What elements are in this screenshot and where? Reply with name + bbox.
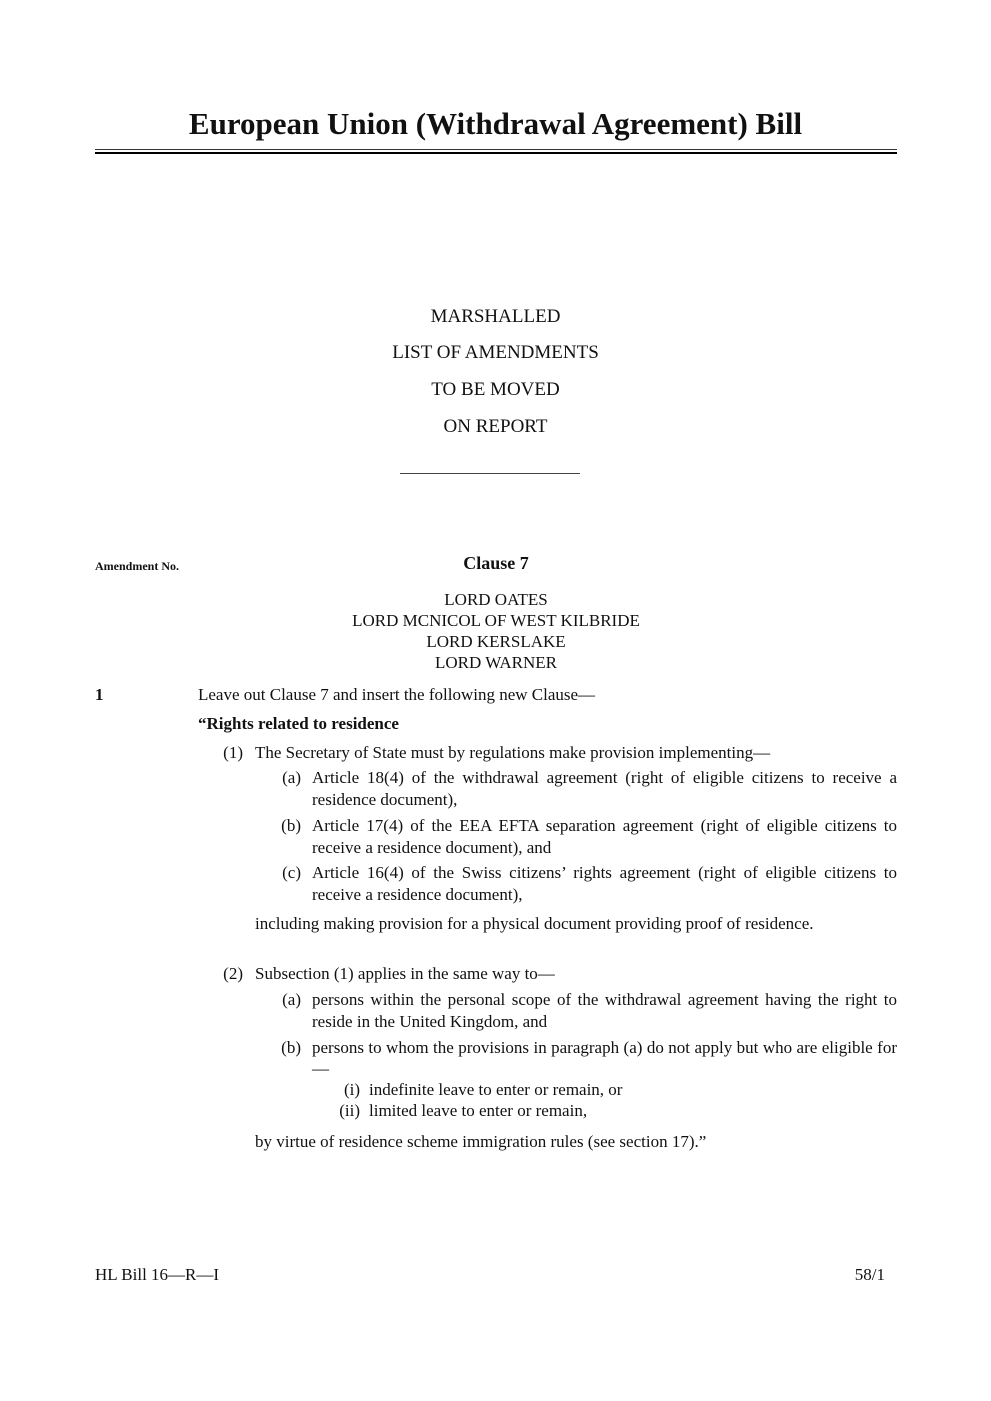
paragraph-label: (b) [281,1038,301,1057]
footer-bill-reference: HL Bill 16—R—I [95,1265,220,1284]
clause-heading: Clause 7 [463,553,529,573]
title-rule-thin [95,149,897,150]
sponsor: LORD MCNICOL OF WEST KILBRIDE [352,611,640,630]
sponsor: LORD OATES [444,590,548,609]
amendment-no-label: Amendment No. [95,559,179,573]
cover-line: ON REPORT [443,416,548,437]
sponsor: LORD KERSLAKE [426,632,566,651]
subsection-text: The Secretary of State must by regulations make provision implementing— [255,743,771,762]
sponsor: LORD WARNER [435,653,557,672]
paragraph-label: (c) [282,863,301,882]
footer-page-reference: 58/1 [854,1265,885,1284]
bill-title: European Union (Withdrawal Agreement) Bill [188,106,803,141]
subsection-text: Subsection (1) applies in the same way to— [255,964,555,983]
paragraph-text: Article 17(4) of the EEA EFTA separation agreement (right of eligible citizens to receive a residence document), and [312,816,897,857]
cover-line: MARSHALLED [430,306,561,327]
cover-line: LIST OF AMENDMENTS [392,342,599,363]
paragraph-text: persons to whom the provisions in paragraph (a) do not apply but who are eligible for— [312,1038,897,1078]
subparagraph-label: (ii) [339,1101,360,1120]
paragraph-label: (a) [282,990,301,1009]
paragraph-text: persons within the personal scope of the withdrawal agreement having the right to reside in the United Kingdom, and [312,990,897,1031]
amendment-number: 1 [95,685,104,704]
paragraph-text: Article 18(4) of the withdrawal agreement (right of eligible citizens to receive a residence document), [312,768,897,809]
subparagraph-text: limited leave to enter or remain, [369,1101,588,1120]
subsection-tail: by virtue of residence scheme immigration rules (see section 17).” [255,1132,707,1151]
title-rule-thick [95,152,897,154]
paragraph-label: (b) [281,816,301,835]
cover-line: TO BE MOVED [431,379,560,400]
amendment-intro: Leave out Clause 7 and insert the following new Clause— [198,685,596,704]
paragraph-label: (a) [282,768,301,787]
subsection-tail: including making provision for a physical document providing proof of residence. [255,914,814,933]
new-clause-heading: “Rights related to residence [198,714,399,733]
paragraph-text: Article 16(4) of the Swiss citizens’ rights agreement (right of eligible citizens to receive a residence document), [312,863,897,904]
subparagraph-label: (i) [343,1080,360,1099]
cover-divider [400,473,580,474]
subparagraph-text: indefinite leave to enter or remain, or [369,1080,623,1099]
subsection-label: (2) [223,964,243,983]
subsection-label: (1) [223,743,243,762]
